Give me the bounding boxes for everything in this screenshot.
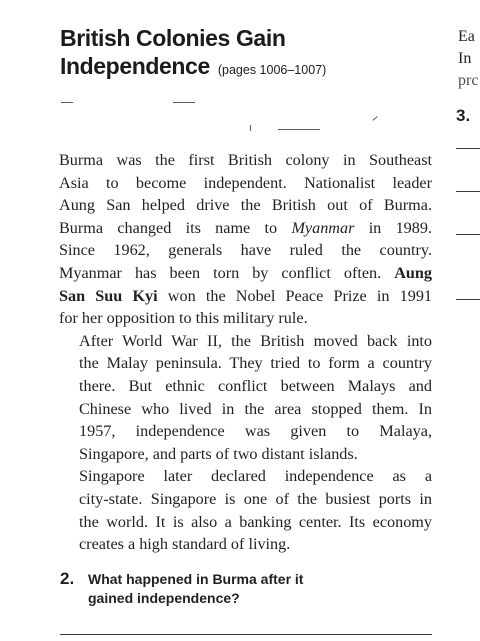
text-fragment: Ea	[458, 28, 475, 45]
text-line: the world. It is also a banking center. Its economy	[79, 512, 432, 531]
italic-term: Myanmar	[291, 218, 355, 237]
question-number: 3.	[456, 106, 471, 125]
scan-artifact	[372, 116, 377, 121]
text-line: Singapore, and parts of two distant islands.	[79, 444, 358, 463]
text-line: 1957, independence was given to Malaya,	[79, 422, 432, 441]
answer-line[interactable]	[60, 634, 432, 635]
text-line: there. But ethnic conflict between Malays and	[79, 376, 432, 395]
text-fragment: In	[458, 50, 472, 67]
text-line: Asia to become independent. Nationalist leader	[59, 173, 432, 192]
paragraph-malaya	[59, 330, 432, 466]
text-line: Since 1962, generals have ruled the country.	[59, 241, 432, 260]
paragraph-burma	[59, 149, 432, 330]
reading-passage	[59, 149, 432, 556]
bold-term: Aung	[394, 263, 432, 282]
text-line: for her opposition to this military rule.	[59, 309, 308, 328]
section-title	[60, 24, 390, 84]
text-line: Burma changed its name to Myanmar in 1989.	[59, 218, 433, 237]
answer-line[interactable]	[456, 299, 480, 300]
scan-artifact	[250, 125, 251, 131]
question-text: What happened in Burma after it gained independence?	[88, 571, 304, 606]
scan-artifact	[278, 129, 320, 130]
answer-line[interactable]	[456, 148, 480, 149]
text-line: San Suu Kyi won the Nobel Peace Prize in 1991	[59, 286, 433, 305]
adjacent-column-fragment	[452, 0, 480, 641]
text-fragment: prc	[458, 72, 479, 89]
text-line: Myanmar has been torn by conflict often. Aung	[59, 263, 432, 282]
text-line: After World War II, the British moved back into	[79, 331, 432, 350]
text-line: creates a high standard of living.	[79, 535, 291, 554]
text-line: city-state. Singapore is one of the busiest ports in	[79, 489, 432, 508]
text-line: Burma was the first British colony in Southeast	[59, 151, 432, 169]
text-line: the Malay peninsula. They tried to form a country	[79, 354, 432, 373]
paragraph-singapore	[59, 465, 432, 555]
text-line: Aung San helped drive the British out of Burma.	[59, 196, 432, 215]
scan-artifact	[173, 102, 195, 103]
bold-term: San Suu Kyi	[59, 286, 158, 305]
scan-artifact	[61, 102, 73, 103]
title-line-1: British Colonies Gain	[60, 25, 286, 51]
text-line: Chinese who lived in the area stopped them. In	[79, 399, 432, 418]
answer-line[interactable]	[456, 234, 480, 235]
text-line: Singapore later declared independence as a	[79, 467, 432, 486]
answer-line[interactable]	[456, 191, 480, 192]
question-number: 2.	[60, 569, 75, 588]
title-line-2: Independence	[60, 53, 210, 79]
page-reference: (pages 1006–1007)	[217, 63, 327, 77]
